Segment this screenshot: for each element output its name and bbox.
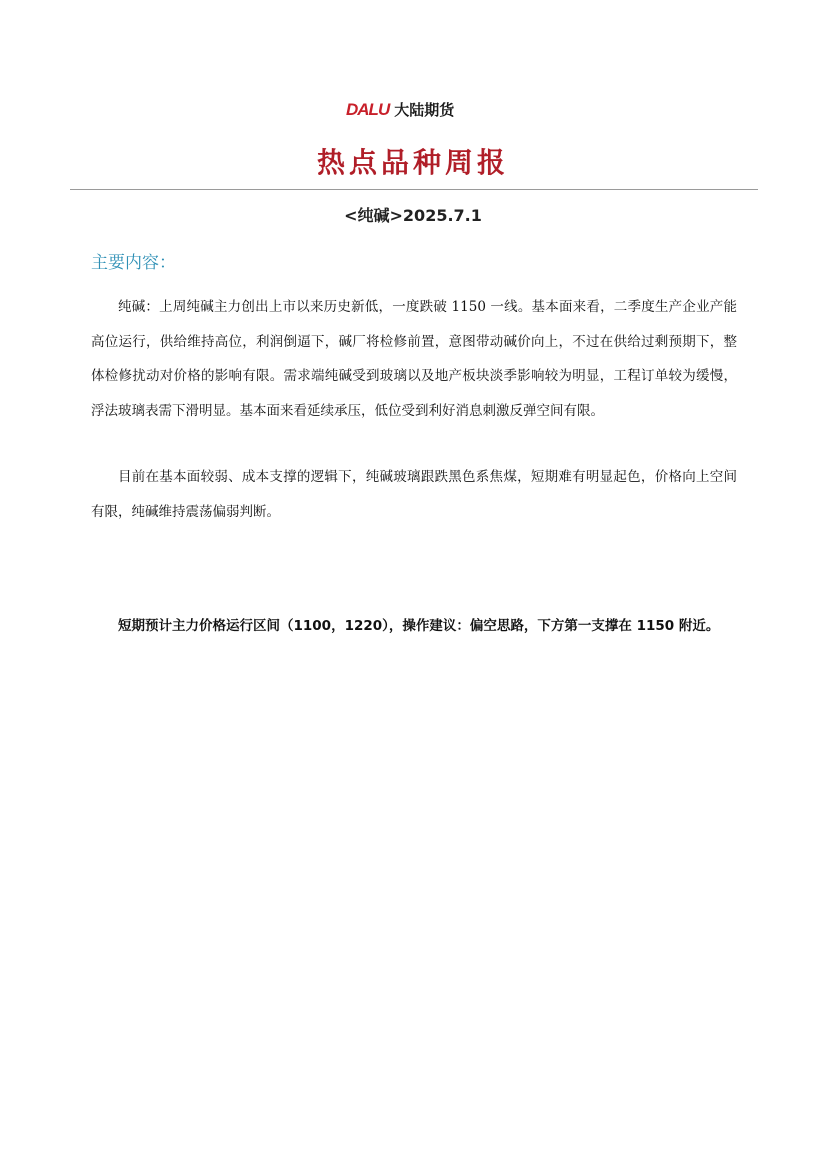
title-divider	[70, 189, 758, 190]
company-logo	[346, 100, 454, 120]
paragraph-fundamentals: 纯碱：上周纯碱主力创出上市以来历史新低，一度跌破 1150 一线。基本面来看，二季度生产企业产能高位运行，供给维持高位，利润倒逼下，碱厂将检修前置，意图带动碱价向上，不过在供给过剩预期下，整体检修扰动对价格的影响有限。需求端纯碱受到玻璃以及地产板块淡季影响较为明显，工程订单较为缓慢，浮法玻璃表需下滑明显。基本面来看延续承压，低位受到利好消息刺激反弹空间有限。	[91, 299, 737, 419]
section-heading: 主要内容：	[91, 253, 176, 273]
paragraph-outlook: 目前在基本面较弱、成本支撑的逻辑下，纯碱玻璃跟跌黑色系焦煤，短期难有明显起色，价格向上空间有限，纯碱维持震荡偏弱判断。	[91, 469, 737, 520]
paragraph-conclusion: 短期预计主力价格运行区间（1100，1220），操作建议：偏空思路，下方第一支撑在 1150 附近。	[118, 618, 720, 634]
logo-mark: DALU	[346, 100, 390, 119]
report-subtitle: <纯碱>2025.7.1	[344, 206, 482, 225]
logo-company-name: 大陆期货	[394, 101, 455, 119]
report-title: 热点品种周报	[316, 146, 509, 179]
